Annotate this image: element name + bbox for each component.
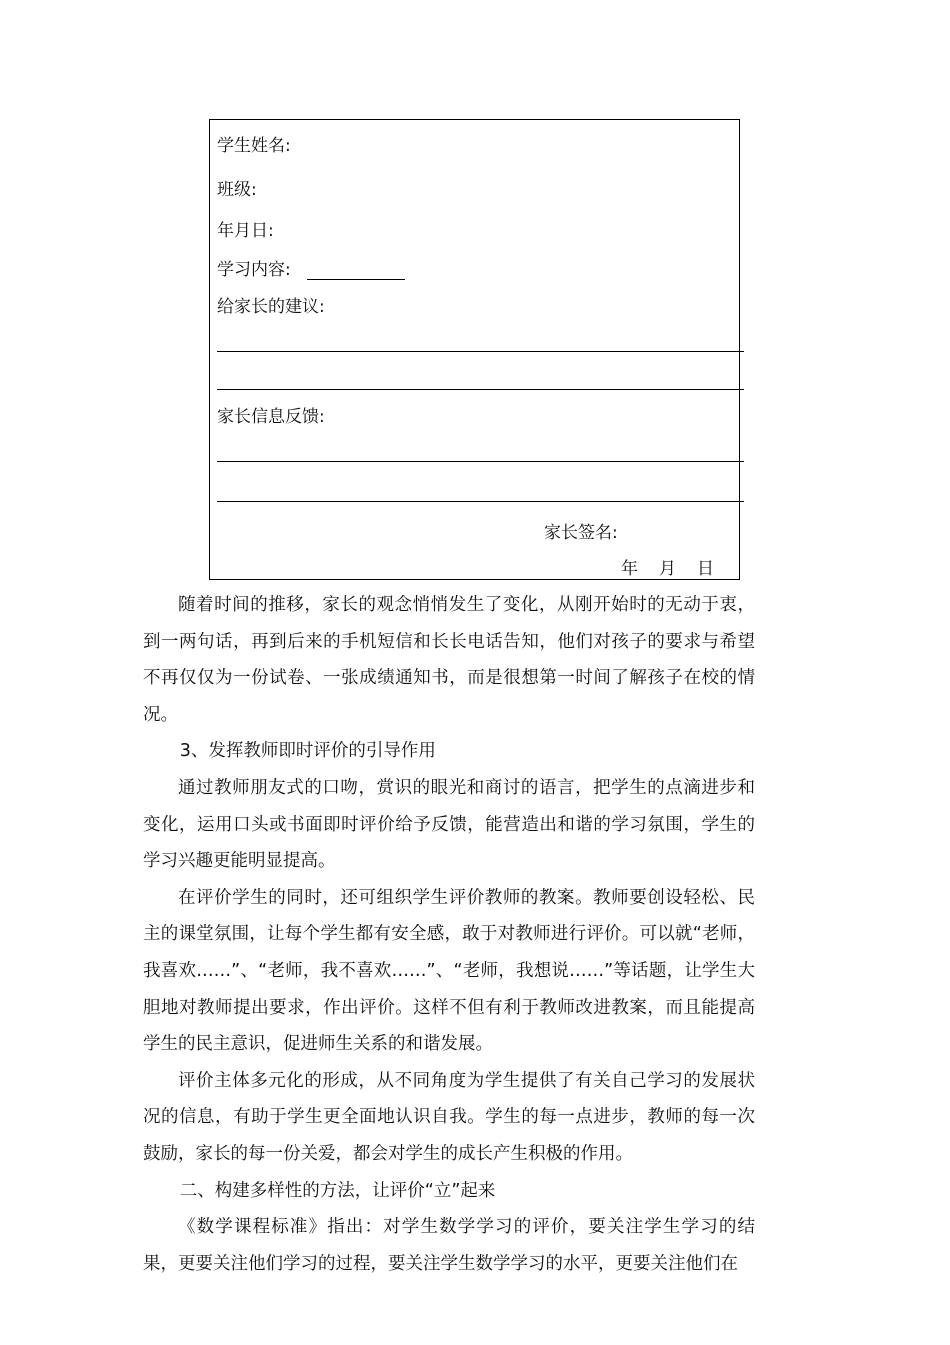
section-heading: 二、构建多样性的方法，让评价“立”起来 [179,1180,496,1201]
date-label: 年月日: [217,221,274,241]
parent-feedback-label: 家长信息反馈: [217,407,325,427]
parent-suggestion-label: 给家长的建议: [217,297,325,317]
signature-date [621,559,714,579]
suggestion-line-1 [217,351,744,352]
learning-content-label: 学习内容: [217,260,291,280]
sign-day: 日 [697,559,714,579]
learning-content-row [217,260,405,280]
section-heading: 3、发挥教师即时评价的引导作用 [179,741,436,762]
feedback-line-2 [217,501,744,502]
parent-signature-label: 家长签名: [544,523,618,543]
suggestion-line-2 [217,389,744,390]
paragraph: 在评价学生的同时，还可组织学生评价教师的教案。教师要创设轻松、民主的课堂氛围，让每个学生都有安全感，敢于对教师进行评价。可以就“老师，我喜欢……”、“老师，我不喜欢……”、“老师，我想说……”等话题，让学生大胆地对教师提出要求，作出评价。这样不但有利于教师改进教案，而且能提高学生的民主意识，促进师生关系的和谐发展。 [143,887,755,1055]
paragraph: 通过教师朋友式的口吻，赏识的眼光和商讨的语言，把学生的点滴进步和变化，运用口头或书面即时评价给予反馈，能营造出和谐的学习氛围，学生的学习兴趣更能明显提高。 [143,777,755,872]
paragraph: 评价主体多元化的形成，从不同角度为学生提供了有关自己学习的发展状况的信息，有助于学生更全面地认识自我。学生的每一点进步，教师的每一次鼓励，家长的每一份关爱，都会对学生的成长产生积极的作用。 [143,1070,755,1164]
learning-content-blank [307,263,405,280]
article-body [143,587,755,1282]
student-name-label: 学生姓名: [217,136,291,156]
sign-year: 年 [621,559,638,579]
paragraph: 随着时间的推移，家长的观念悄悄发生了变化，从刚开始时的无动于衷，到一两句话，再到后来的手机短信和长长电话告知，他们对孩子的要求与希望不再仅仅为一份试卷、一张成绩通知书，而是很想第一时间了解孩子在校的情况。 [143,595,755,725]
sign-month: 月 [659,559,676,579]
home-school-contact-form [209,119,740,580]
paragraph: 《数学课程标准》指出：对学生数学学习的评价，要关注学生学习的结果，更要关注他们学习的过程，要关注学生数学学习的水平，更要关注他们在 [143,1217,755,1274]
class-label: 班级: [217,180,257,200]
feedback-line-1 [217,461,744,462]
